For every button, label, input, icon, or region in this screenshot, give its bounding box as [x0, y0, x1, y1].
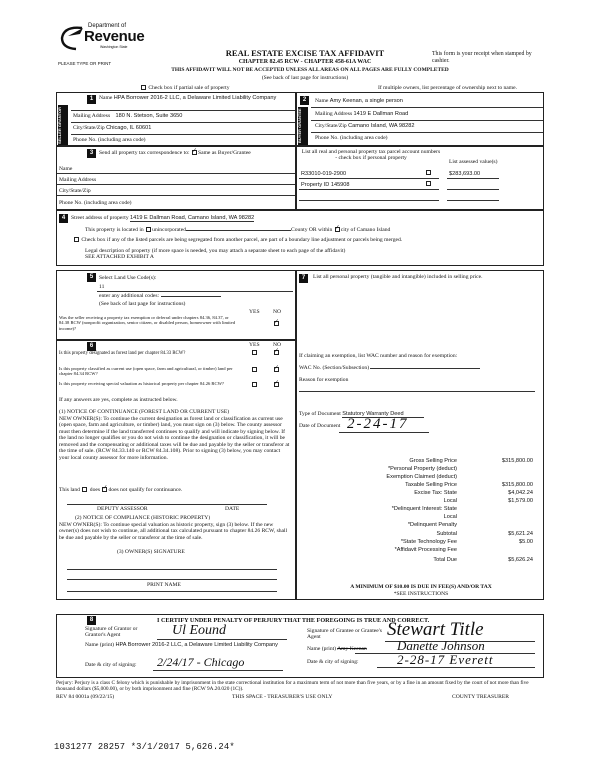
- additional-codes-label: enter any additional codes:: [99, 293, 160, 299]
- assessed-1[interactable]: $283,693.00: [449, 171, 481, 177]
- legal-value[interactable]: SEE ATTACHED EXHIBIT A: [85, 254, 154, 260]
- corr-address-label[interactable]: Mailing Address: [59, 177, 97, 183]
- section-1-badge: 1: [87, 95, 96, 104]
- deputy-assessor-label: DEPUTY ASSESSOR: [97, 506, 148, 512]
- seller-section: [56, 92, 296, 146]
- same-as-buyer-label: Same as Buyer/Grantee: [197, 150, 251, 156]
- techfee-value[interactable]: $5.00: [519, 539, 533, 545]
- tax-row-gross: [297, 458, 537, 465]
- personal-section: [296, 270, 544, 600]
- tax-row-interest: [297, 506, 537, 513]
- techfee-label: *State Technology Fee: [400, 539, 457, 545]
- this-land-row: [59, 487, 182, 493]
- forest-q2-yes[interactable]: [252, 367, 257, 372]
- tax-row-interest-local: [297, 514, 537, 521]
- unincorporated-label: unincorporated: [152, 227, 187, 233]
- same-as-buyer-checkbox[interactable]: [192, 150, 197, 155]
- grantee-signature[interactable]: Stewart Title: [387, 619, 484, 640]
- local-label: Local: [443, 498, 457, 504]
- recording-stamp: 1031277 28257 *3/1/2017 5,626.24*: [54, 742, 235, 752]
- interest-label: *Delinquent Interest: State: [391, 506, 457, 512]
- wac-input[interactable]: [370, 368, 480, 369]
- grantor-signature[interactable]: Ul Eound: [172, 623, 227, 638]
- doc-type-field[interactable]: Statutory Warranty Deed: [342, 411, 423, 418]
- does-checkbox[interactable]: [82, 487, 87, 492]
- perjury-note: Perjury: Perjury is a class C felony which is punishable by imprisonment in the state correctional institution for a maximum term of not more than five years, or by a fine in an amount fixed by the court of not more than five thousand dollars ($5,000.00), or by both imprisonment and fine (RCW 9A.20.020 (1C)).: [56, 680, 529, 693]
- does-not-label: does not: [108, 487, 128, 493]
- does-label: does: [89, 487, 101, 493]
- section-4-badge: 4: [59, 214, 68, 223]
- local-value[interactable]: $1,579.00: [508, 498, 533, 504]
- exemption-claim-label: If claiming an exemption, list WAC number and reason for exemption:: [299, 353, 458, 359]
- tax-row-excise: [297, 490, 537, 497]
- interest-local-label: Local: [443, 514, 457, 520]
- seller-name-label: Name: [99, 95, 113, 101]
- subtotal-value[interactable]: $5,621.24: [508, 531, 533, 537]
- doc-date-field[interactable]: 2-24-17: [347, 416, 409, 432]
- additional-codes-row: [99, 293, 221, 299]
- legal-label: Legal description of property (if more space is needed, you may attach a separate sheet to each page of the affidavit): [85, 248, 346, 254]
- seller-name-row: [99, 95, 289, 101]
- forest-q3-yes[interactable]: [252, 382, 257, 387]
- exemption-no-checkbox[interactable]: [274, 321, 279, 326]
- tax-row-personal: [297, 466, 537, 473]
- taxable-label: Taxable Selling Price: [405, 482, 457, 488]
- parcel-1-personal-checkbox[interactable]: [426, 170, 431, 175]
- grantor-name[interactable]: HPA Borrower 2016-2 LLC, a Delaware Limited Liability Company: [115, 642, 278, 648]
- print-name-label: PRINT NAME: [147, 582, 181, 588]
- buyer-name-field[interactable]: Amy Keenan, a single person: [329, 98, 403, 104]
- forest-q1-no[interactable]: [274, 350, 279, 355]
- doc-type-label: Type of Document: [299, 411, 341, 417]
- seller-side-label: SELLER GRANTOR: [58, 105, 68, 145]
- tax-table: [297, 458, 537, 538]
- affidavit-fee-label: *Affidavit Processing Fee: [394, 547, 457, 553]
- located-row: [85, 227, 390, 233]
- exempt-label: Exemption Claimed (deduct): [386, 474, 457, 480]
- form-warning: THIS AFFIDAVIT WILL NOT BE ACCEPTED UNLESS ALL AREAS ON ALL PAGES ARE FULLY COMPLETED: [171, 67, 449, 73]
- form-title: REAL ESTATE EXCISE TAX AFFIDAVIT: [225, 48, 385, 58]
- seller-address-row: [73, 113, 182, 119]
- landuse-label: Select Land Use Code(s):: [99, 275, 157, 281]
- parcels-header: List all real and personal property tax parcel account numbers - check box if personal property: [301, 149, 441, 162]
- rev-code: REV 84 0001a (09/22/15): [56, 694, 115, 700]
- corr-phone-label[interactable]: Phone No. (including area code): [59, 200, 132, 206]
- print-instruction: PLEASE TYPE OR PRINT: [58, 61, 112, 66]
- excise-label: Excise Tax: State: [414, 490, 457, 496]
- correspondence-label: Send all property tax correspondence to:: [99, 150, 190, 156]
- forest-q3: Is this property receiving special valuation as historical property per chapter 84.26 RCW?: [59, 381, 224, 386]
- gross-label: Gross Selling Price: [409, 458, 457, 464]
- grantor-date-label: Date & city of signing:: [85, 662, 137, 668]
- minimum-note: A MINIMUM OF $10.00 IS DUE IN FEE(S) AND/OR TAX: [350, 584, 492, 590]
- multiple-owners-note: If multiple owners, list percentage of ownership next to name.: [378, 85, 518, 91]
- grantor-date[interactable]: 2/24/17 - Chicago: [157, 655, 245, 669]
- located-label: This property is located in: [85, 227, 144, 233]
- grantee-name-row: [307, 646, 367, 652]
- correspondence-section: [56, 146, 296, 210]
- parcels-section: [296, 146, 544, 210]
- corr-name-label[interactable]: Name: [59, 166, 73, 172]
- street-row: [71, 215, 254, 221]
- parcel-2-personal-checkbox[interactable]: [426, 181, 431, 186]
- segregation-row: [73, 237, 402, 243]
- county-treasurer-label: COUNTY TREASURER: [452, 694, 510, 700]
- landuse-section: [56, 270, 296, 340]
- form-subtitle: CHAPTER 82.45 RCW - CHAPTER 458-61A WAC: [238, 59, 372, 65]
- deputy-date-label: DATE: [225, 506, 240, 512]
- penalty-label: *Delinquent Penalty: [407, 522, 457, 528]
- seller-address-label: Mailing Address: [73, 113, 111, 119]
- street-field[interactable]: 1419 E Dallman Road, Camano Island, WA 98282: [130, 215, 255, 221]
- seller-name-field[interactable]: HPA Borrower 2016-2 LLC, a Delaware Limited Liability Company: [113, 95, 277, 101]
- street-label: Street address of property: [71, 215, 129, 221]
- forest-section: [56, 340, 296, 600]
- parcel-2[interactable]: Property ID 145908: [301, 182, 350, 188]
- fee-table: [297, 539, 537, 569]
- certify-statement: I CERTIFY UNDER PENALTY OF PERJURY THAT THE FOREGOING IS TRUE AND CORRECT.: [157, 617, 430, 624]
- city-of-label: city of Camano Island: [340, 227, 391, 233]
- dept-name: Revenue: [84, 28, 145, 45]
- forest-no-label: NO: [273, 342, 282, 348]
- partial-sale-check[interactable]: [140, 85, 230, 91]
- forest-yes-label: YES: [249, 342, 260, 348]
- buyer-city-label: City/State/Zip: [315, 123, 347, 129]
- additional-codes-input[interactable]: [161, 296, 221, 297]
- grantee-date[interactable]: 2-28-17 Everett: [397, 652, 494, 667]
- see-instructions-note: *SEE INSTRUCTIONS: [393, 591, 449, 597]
- seller-city-label: City/State/Zip: [73, 125, 105, 131]
- unincorporated-checkbox[interactable]: [146, 227, 151, 232]
- personal-property-label: *Personal Property (deduct): [387, 466, 457, 472]
- forest-q3-no[interactable]: [274, 382, 279, 387]
- this-land-label: This land: [59, 487, 80, 493]
- forest-q1-yes[interactable]: [252, 350, 257, 355]
- treasurer-space-label: THIS SPACE - TREASURER'S USE ONLY: [232, 694, 333, 700]
- personal-label: List all personal property (tangible and intangible) included in selling price.: [313, 274, 483, 280]
- city-checkbox[interactable]: [335, 227, 340, 232]
- seller-city-field[interactable]: Chicago, IL 60601: [106, 125, 152, 131]
- buyer-address-label: Mailing Address: [315, 111, 353, 117]
- forest-q2-no[interactable]: [274, 367, 279, 372]
- receipt-note: This form is your receipt when stamped by cashier.: [432, 51, 532, 64]
- continuance-text: NEW OWNER(S): To continue the current designation as forest land or classification as current use (open space, farm and agriculture, or timber) land, you must sign on (3) below. The county assessor must then determine if the land transferred continues to qualify and will indicate by signing below. If the land no longer qualifies or you do not wish to continue the designation or classification, it will be removed and the compensating or additional taxes will be due and payable by the seller or transferor at the time of sale. (RCW 84.33.140 or RCW 84.34.108). Prior to signing (3) below, you may contact your local county assessor for more information.: [59, 416, 290, 461]
- compliance-title: (2) NOTICE OF COMPLIANCE (HISTORIC PROPERTY): [75, 515, 211, 521]
- segregation-label: Check box if any of the listed parcels are being segregated from another parcel, are part of a boundary line adjustment or parcels being merged.: [81, 237, 403, 243]
- forest-q1: Is this property designated as forest land per chapter 84.33 RCW?: [59, 351, 186, 356]
- tax-row-exempt: [297, 474, 537, 481]
- tax-row-subtotal: [297, 531, 537, 538]
- section-6-badge: 6: [87, 342, 96, 351]
- wac-label: WAC No. (Section/Subsection): [299, 365, 370, 371]
- seller-phone-label[interactable]: Phone No. (including area code): [73, 137, 146, 143]
- buyer-name-row: [315, 98, 403, 104]
- gross-value[interactable]: $315,800.00: [501, 458, 533, 464]
- buyer-address-row: [315, 111, 408, 117]
- fee-row-affidavit: [297, 547, 537, 554]
- dept-state: Washington State: [100, 45, 128, 49]
- grantor-name-label: Name (print): [85, 642, 115, 648]
- continuance-title: (1) NOTICE OF CONTINUANCE (FOREST LAND OR CURRENT USE): [59, 409, 230, 415]
- qualify-label: qualify for continuance.: [128, 487, 183, 493]
- buyer-name-label: Name: [315, 98, 329, 104]
- compliance-text: NEW OWNER(S): To continue special valuation as historic property, sign (3) below. If the new owner(s) does not wish to continue, all additional tax calculated pursuant to chapter 84.26 RCW, shall be due and payable by the seller or transferor at the time of sale.: [59, 522, 288, 541]
- excise-value[interactable]: $4,042.24: [508, 490, 533, 496]
- taxable-value[interactable]: $315,800.00: [501, 482, 533, 488]
- dept-top: Department of: [88, 23, 127, 29]
- grantee-name[interactable]: Danette Johnson: [397, 638, 485, 653]
- wac-row: [299, 365, 480, 371]
- county-or-label: County OR within: [291, 227, 333, 233]
- exemption-question: Was the seller receiving a property tax exemption or deferral under chapters 84.36, 84.37, or 84.38 RCW (nonprofit organization, senior citizen, or disabled person, homeowner with limited income)?: [59, 315, 236, 331]
- buyer-section: [296, 92, 544, 146]
- reason-label: Reason for exemption: [299, 377, 349, 383]
- partial-sale-checkbox[interactable]: [141, 85, 146, 90]
- seller-address-field[interactable]: 180 N. Stetson, Suite 3650: [115, 113, 183, 119]
- landuse-code[interactable]: 11: [99, 284, 105, 290]
- owner-sig-label: (3) OWNER(S) SIGNATURE: [117, 549, 185, 555]
- landuse-yes-label: YES: [249, 309, 260, 315]
- dor-logo: [58, 22, 148, 62]
- seller-city-row: [73, 125, 151, 131]
- fee-row-tech: [297, 539, 537, 546]
- landuse-see-back: (See back of last page for instructions): [99, 301, 186, 307]
- subtotal-label: Subtotal: [436, 531, 457, 537]
- buyer-side-label: BUYER GRANTEE: [298, 107, 308, 145]
- corr-city-label[interactable]: City/State/Zip: [59, 188, 91, 194]
- grantee-name-struck: Amy Keenan: [337, 646, 367, 652]
- section-8-badge: 8: [87, 616, 96, 625]
- buyer-city-row: [315, 123, 414, 129]
- doc-date-label: Date of Document: [299, 423, 341, 429]
- assessed-header: List assessed value(s): [449, 159, 498, 165]
- grantee-name-label: Name (print): [307, 646, 337, 652]
- does-not-checkbox[interactable]: [102, 487, 107, 492]
- section-5-badge: 5: [87, 273, 96, 282]
- forest-q2: Is this property classified as current use (open space, farm and agricultural, or timber) land per chapter 84.34 RCW?: [59, 366, 233, 377]
- grantor-name-row: [85, 642, 285, 648]
- grantee-sig-label: Signature of Grantee or Grantee's Agent: [307, 628, 382, 641]
- correspondence-row: [99, 150, 251, 156]
- buyer-phone-label[interactable]: Phone No. (including area code): [315, 135, 388, 141]
- parcel-1[interactable]: R33010-019-2900: [301, 171, 347, 177]
- landuse-no-label: NO: [273, 309, 282, 315]
- tax-row-penalty: [297, 522, 537, 529]
- grantor-sig-label: Signature of Grantor or Grantor's Agent: [85, 626, 138, 639]
- if-yes-note: If any answers are yes, complete as instructed below.: [59, 397, 178, 403]
- certify-section: [56, 614, 544, 678]
- total-label: Total Due: [433, 557, 457, 563]
- section-7-badge: 7: [299, 274, 308, 283]
- location-section: [56, 210, 544, 266]
- partial-sale-label: Check box if partial sale of property: [148, 85, 230, 91]
- grantee-date-label: Date & city of signing:: [307, 659, 359, 665]
- section-3-badge: 3: [87, 149, 96, 158]
- tax-row-taxable: [297, 482, 537, 489]
- segregation-checkbox[interactable]: [74, 237, 79, 242]
- buyer-address-field[interactable]: 1419 E Dallman Road: [353, 111, 409, 117]
- tax-row-local: [297, 498, 537, 505]
- section-2-badge: 2: [300, 96, 309, 105]
- fee-row-total: [297, 557, 537, 564]
- total-value[interactable]: $5,626.24: [508, 557, 533, 563]
- buyer-city-field[interactable]: Camano Island, WA 98282: [348, 123, 415, 129]
- see-back-note: (See back of last page for instructions): [261, 75, 349, 81]
